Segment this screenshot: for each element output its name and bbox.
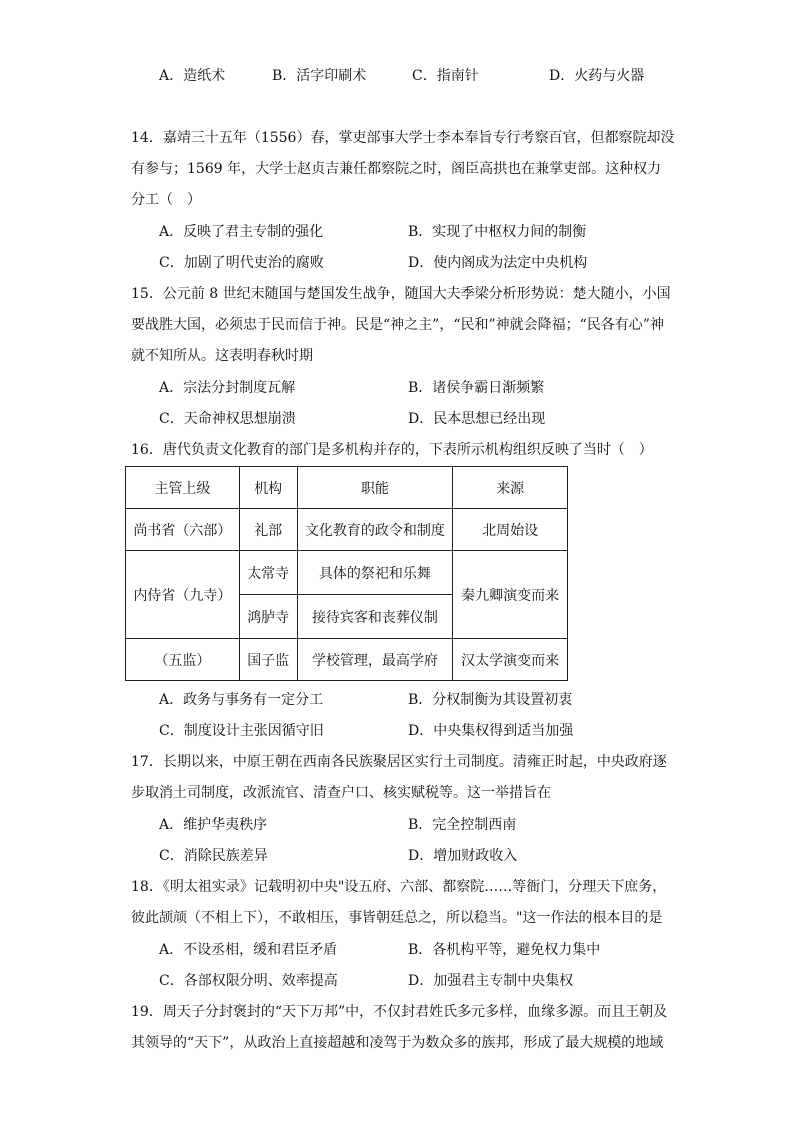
table-cell: 鸿胪寺 bbox=[239, 595, 297, 639]
q17-stem-line-2: 步取消土司制度，改派流官、清查户口、核实赋税等。这一举措旨在 bbox=[131, 785, 551, 801]
table-cell: 文化教育的政令和制度 bbox=[297, 509, 453, 551]
q18-option-a: A．不设丞相，缓和君臣矛盾 bbox=[159, 942, 338, 958]
q17-option-d: D．增加财政收入 bbox=[408, 848, 518, 864]
q18-option-b: B．各机构平等，避免权力集中 bbox=[408, 942, 601, 958]
table-header-row bbox=[126, 467, 568, 509]
q13-option-b: B．活字印刷术 bbox=[272, 68, 367, 84]
table-row bbox=[126, 639, 568, 681]
table-cell: 学校管理，最高学府 bbox=[297, 639, 453, 681]
q18-option-c: C．各部权限分明、效率提高 bbox=[159, 973, 338, 989]
table-header-cell: 主管上级 bbox=[126, 467, 240, 509]
q13-option-d: D．火药与火器 bbox=[549, 68, 645, 84]
q15-option-c: C．天命神权思想崩溃 bbox=[159, 411, 296, 427]
q16-stem: 16．唐代负责文化教育的部门是多机构并存的，下表所示机构组织反映了当时（ ） bbox=[131, 442, 653, 458]
q18-option-d: D．加强君主专制中央集权 bbox=[408, 973, 574, 989]
q17-option-a: A．维护华夷秩序 bbox=[159, 817, 268, 833]
q17-option-c: C．消除民族差异 bbox=[159, 848, 268, 864]
q15-stem-line-1: 15．公元前 8 世纪末随国与楚国发生战争，随国大夫季梁分析形势说：楚大随小，小国 bbox=[131, 286, 671, 302]
q14-stem-line-2: 有参与；1569 年，大学士赵贞吉兼任都察院之时，阁臣高拱也在兼掌吏部。这种权力 bbox=[131, 161, 662, 177]
q16-option-b: B．分权制衡为其设置初衷 bbox=[408, 692, 573, 708]
q18-stem-line-2: 彼此颉颃（不相上下），不敢相压，事皆朝廷总之，所以稳当。"这一作法的根本目的是 bbox=[131, 910, 663, 926]
q15-option-b: B．诸侯争霸日渐频繁 bbox=[408, 380, 545, 396]
q15-stem-line-2: 要战胜大国，必须忠于民而信于神。民是“神之主”，“民和”神就会降福；“民各有心”神 bbox=[131, 317, 664, 333]
table-cell: 秦九卿演变而来 bbox=[453, 551, 568, 639]
table-header-cell: 来源 bbox=[453, 467, 568, 509]
q13-option-c: C．指南针 bbox=[412, 68, 479, 84]
table-cell: 具体的祭祀和乐舞 bbox=[297, 551, 453, 595]
q17-option-b: B．完全控制西南 bbox=[408, 817, 517, 833]
institution-table bbox=[125, 466, 568, 681]
q13-options bbox=[159, 66, 659, 86]
table-cell: 汉太学演变而来 bbox=[453, 639, 568, 681]
q19-stem-line-1: 19．周天子分封褒封的“天下万邦”中，不仅封君姓氏多元多样，血缘多源。而且王朝及 bbox=[131, 1004, 668, 1020]
table-header-cell: 职能 bbox=[297, 467, 453, 509]
q16-option-a: A．政务与事务有一定分工 bbox=[159, 692, 324, 708]
table-cell: 北周始设 bbox=[453, 509, 568, 551]
q16-option-d: D．中央集权得到适当加强 bbox=[408, 723, 574, 739]
q14-option-a: A．反映了君主专制的强化 bbox=[159, 224, 324, 240]
q19-stem-line-2: 其领导的“天下”，从政治上直接超越和凌驾于为数众多的族邦，形成了最大规模的地域 bbox=[131, 1035, 664, 1051]
table-header-cell: 机构 bbox=[239, 467, 297, 509]
q15-option-a: A．宗法分封制度瓦解 bbox=[159, 380, 296, 396]
table-cell: 礼部 bbox=[239, 509, 297, 551]
table-cell: 内侍省（九寺） bbox=[126, 551, 240, 639]
q14-stem-line-3: 分工（ ） bbox=[131, 192, 201, 208]
q16-option-c: C．制度设计主张因循守旧 bbox=[159, 723, 324, 739]
table-cell: 国子监 bbox=[239, 639, 297, 681]
q18-stem-line-1: 18．《明太祖实录》记载明初中央"设五府、六部、都察院……等衙门，分理天下庶务， bbox=[131, 879, 667, 895]
table-cell: 太常寺 bbox=[239, 551, 297, 595]
q17-stem-line-1: 17．长期以来，中原王朝在西南各民族聚居区实行土司制度。清雍正时起，中央政府逐 bbox=[131, 754, 667, 770]
q15-stem-line-3: 就不知所从。这表明春秋时期 bbox=[131, 348, 313, 364]
q13-option-a: A．造纸术 bbox=[159, 68, 226, 84]
q14-option-d: D．使内阁成为法定中央机构 bbox=[408, 255, 588, 271]
q15-option-d: D．民本思想已经出现 bbox=[408, 411, 546, 427]
table-cell: （五监） bbox=[126, 639, 240, 681]
table-cell: 接待宾客和丧葬仪制 bbox=[297, 595, 453, 639]
table-row bbox=[126, 509, 568, 551]
q14-option-b: B．实现了中枢权力间的制衡 bbox=[408, 224, 587, 240]
q14-stem-line-1: 14．嘉靖三十五年（1556）春，掌吏部事大学士李本奉旨专行考察百官，但都察院却没 bbox=[131, 130, 675, 146]
q14-option-c: C．加剧了明代吏治的腐败 bbox=[159, 255, 324, 271]
table-row bbox=[126, 551, 568, 595]
table-cell: 尚书省（六部） bbox=[126, 509, 240, 551]
